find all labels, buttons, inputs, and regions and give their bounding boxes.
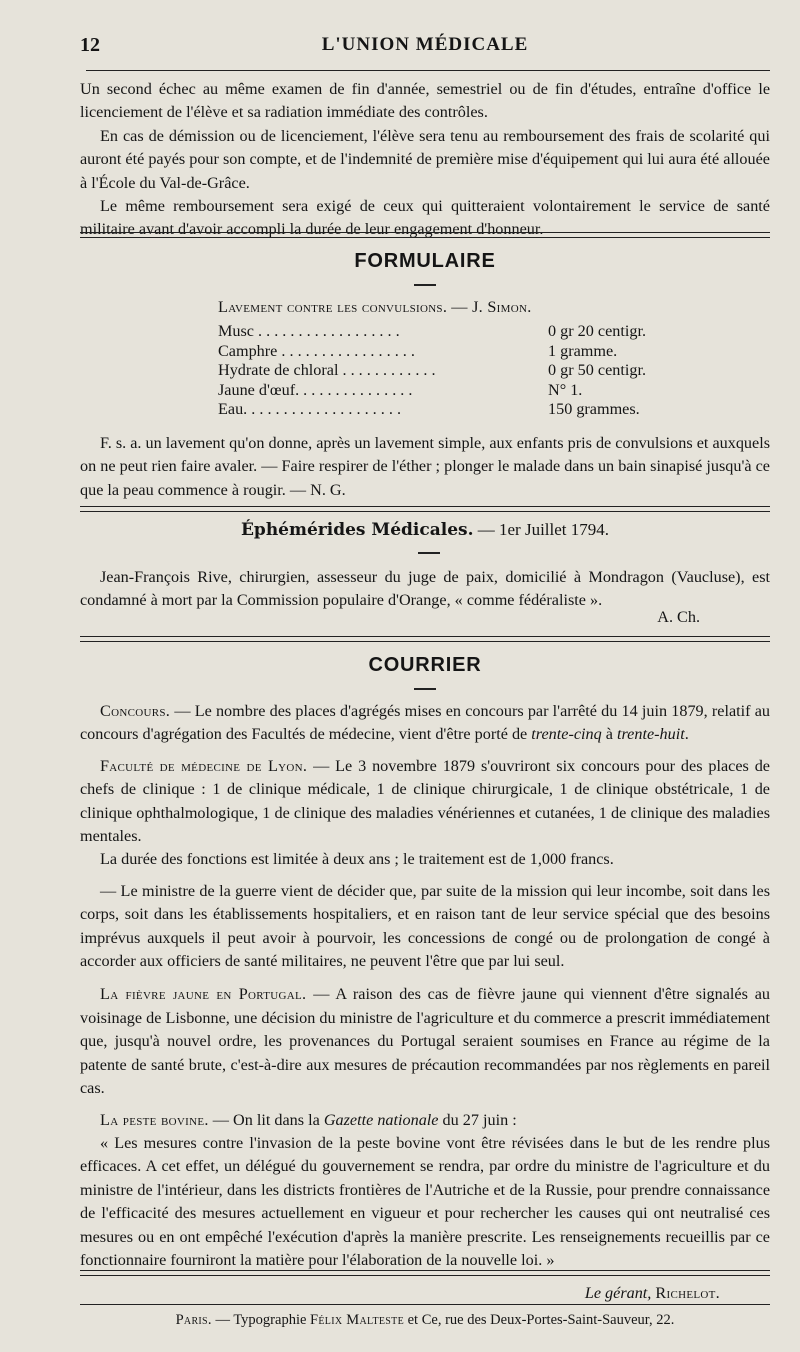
intro-paragraph: En cas de démission ou de licenciement, l'élève sera tenu au remboursement des frais de scolarité qui auront été payés pour son compte, et de l'indemnité de première mise d'équipement qui lui aura été allouée à l'École du Val-de-Grâce.: [80, 126, 770, 192]
ingredient-quantity: 0 gr 50 centigr.: [548, 361, 647, 379]
ingredient-row: [218, 342, 738, 362]
journal-title: L'UNION MÉDICALE: [321, 34, 529, 55]
lyon-text: — Le 3 novembre 1879 s'ouvriront six concours pour des places de chefs de clinique : 1 de clinique médicale, 1 de clinique chirurgicale, 1 de clinique obstétricale, 1 de clinique ophthalmologique, 1 de clinique des maladies vénériennes et cutanées, 1 de clinique des maladies mentales.: [80, 756, 770, 846]
courrier-heading: COURRIER: [368, 654, 482, 676]
concours-label: Concours.: [100, 702, 171, 720]
ephemerides-signature: A. Ch.: [657, 608, 700, 626]
ingredient-quantity: 1 gramme.: [548, 341, 618, 360]
ephemerides-date: — 1er Juillet 1794.: [477, 520, 610, 539]
header-rule: [86, 70, 770, 71]
imprint-line: [80, 1312, 770, 1329]
ingredient-name: Hydrate de chloral . . . . . . . . . . . .: [218, 361, 436, 379]
peste-label: La peste bovine.: [100, 1110, 209, 1129]
concours-text: à: [601, 725, 617, 744]
lyon-paragraph-2: La durée des fonctions est limitée à deux ans ; le traitement est de 1,000 francs.: [100, 850, 614, 869]
ingredient-name: Camphre . . . . . . . . . . . . . . . . .: [218, 341, 415, 360]
concours-text: — Le nombre des places d'agrégés mises en concours par l'arrêté du 14 juin 1879, relatif au concours d'agrégation des Facultés de médecine, vient d'être porté de: [80, 702, 770, 744]
fievre-paragraph: [80, 983, 770, 1100]
peste-paragraph: [80, 1109, 770, 1132]
heading-underline: [414, 284, 436, 286]
peste-text: — On lit dans la: [208, 1110, 324, 1129]
peste-source: Gazette nationale: [323, 1110, 439, 1129]
courrier-section: [80, 700, 770, 1272]
page-number: 12: [80, 34, 100, 56]
ingredient-name: Eau. . . . . . . . . . . . . . . . . . . .: [218, 400, 401, 418]
recipe-title: Lavement contre les convulsions.: [218, 298, 448, 316]
ingredient-row: [218, 361, 738, 381]
imprint-text: — Typographie: [211, 1312, 311, 1328]
heading-underline: [414, 688, 436, 690]
peste-quote: « Les mesures contre l'invasion de la peste bovine vont être révisées dans le but de les rendre plus efficaces. A cet effet, un délégué du gouvernement se rendra, par ordre du ministre de l'agriculture et du ministre de l'intérieur, dans les districts frontières de l'Autriche et de la Russie, pour prendre connaissance de l'efficacité des mesures actuellement en vigueur et pour rechercher les causes qui ont neutralisé ces mesures ou en ont empêché l'exécution d'après la manière prescrite. Les renseignements recueillis par ce fonctionnaire fourniront la matière pour l'élaboration de la nouvelle loi. »: [80, 1133, 770, 1269]
intro-section: [80, 78, 770, 242]
lyon-paragraph: [80, 755, 770, 849]
ingredient-quantity: N° 1.: [548, 380, 583, 399]
imprint-printer: Félix Malteste: [310, 1312, 404, 1328]
ingredient-quantity: 150 grammes.: [548, 400, 640, 418]
ingredient-row: [218, 400, 738, 420]
imprint-rule: [80, 1304, 770, 1305]
ingredient-name: Musc . . . . . . . . . . . . . . . . . .: [218, 322, 400, 340]
ephemerides-text: Jean-François Rive, chirurgien, assesseur du juge de paix, domicilié à Mondragon (Vaucluse), est condamné à mort par la Commission populaire d'Orange, « comme fédéraliste ».: [80, 568, 770, 610]
imprint-rest: et Ce, rue des Deux-Portes-Saint-Sauveur, 22.: [404, 1312, 675, 1328]
intro-paragraph: Le même remboursement sera exigé de ceux qui quitteraient volontairement le service de santé militaire avant d'avoir accompli la durée de leur engagement d'honneur.: [80, 197, 770, 239]
ephemerides-heading: Éphémérides Médicales.: [240, 520, 474, 540]
recipe-title-line: [218, 296, 758, 319]
ingredient-row: [218, 381, 738, 401]
gerant-name: Richelot.: [655, 1284, 720, 1302]
footer-divider: [80, 1270, 770, 1276]
fievre-text: — A raison des cas de fièvre jaune qui viennent d'être signalés au voisinage de Lisbonne, une décision du ministre de l'agriculture et du commerce a prescrit immédiatement que, jusqu'à nouvel ordre, les provenances du Portugal seraient soumises en France au régime de la patente de santé brute, c'est-à-dire aux mesures de précaution recommandées par nos règlements en pareil cas.: [80, 985, 771, 1098]
concours-paragraph: [80, 700, 770, 747]
formulaire-heading: FORMULAIRE: [354, 250, 496, 272]
concours-text: .: [684, 725, 689, 744]
fievre-label: La fièvre jaune en Portugal.: [100, 985, 307, 1004]
heading-underline: [418, 552, 440, 554]
concours-from: trente-cinq: [531, 725, 602, 744]
lyon-label: Faculté de médecine de Lyon.: [100, 756, 308, 775]
ministre-paragraph: — Le ministre de la guerre vient de décider que, par suite de la mission qui leur incombe, soit dans les corps, soit dans les établissements hospitaliers, et en raison tant de leur service spécial que des besoins imprévus auxquels il peut avoir à pourvoir, les concessions de congé ou de prolongation de congé à accorder aux officiers de santé militaires, ne peuvent l'être que par lui seul.: [80, 881, 770, 971]
gerant-label: Le gérant,: [584, 1284, 652, 1302]
imprint-city: Paris.: [175, 1312, 212, 1328]
ephemerides-heading-line: [80, 520, 770, 540]
intro-paragraph: Un second échec au même examen de fin d'année, semestriel ou de fin d'études, entraîne d'office le licenciement de l'élève et sa radiation immédiate des contrôles.: [80, 80, 770, 122]
formulaire-text: F. s. a. un lavement qu'on donne, après un lavement simple, aux enfants pris de convulsions et auxquels on ne peut rien faire avaler. — Faire respirer de l'éther ; plonger le malade dans un bain sinapisé jusqu'à ce que la peau commence à rougir. — N. G.: [80, 434, 770, 499]
ingredient-list: [218, 322, 738, 420]
concours-to: trente-huit: [616, 725, 685, 744]
ingredient-row: [218, 322, 738, 342]
section-divider: [80, 636, 770, 642]
ingredient-name: Jaune d'œuf. . . . . . . . . . . . . . .: [218, 380, 413, 399]
gerant-line: [80, 1282, 720, 1305]
ingredient-quantity: 0 gr 20 centigr.: [548, 322, 647, 340]
peste-text: du 27 juin :: [438, 1110, 517, 1129]
section-divider: [80, 506, 770, 512]
section-divider: [80, 232, 770, 238]
recipe-author: — J. Simon.: [451, 298, 532, 316]
